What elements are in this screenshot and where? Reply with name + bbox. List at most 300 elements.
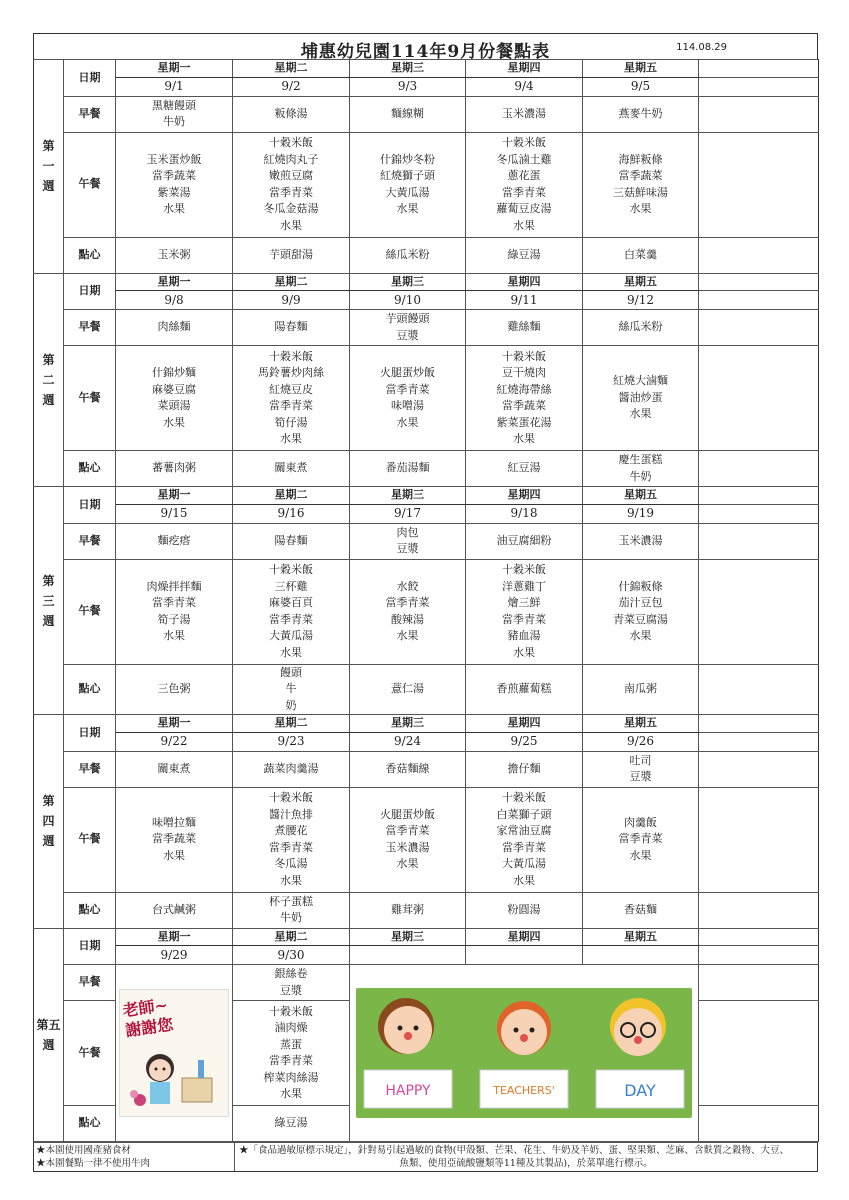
menu-item: 慶生蛋糕 — [618, 453, 663, 466]
menu-item: 水果 — [163, 848, 185, 862]
menu-item: 紅豆湯 — [507, 461, 541, 475]
menu-item: 當季青菜 — [618, 832, 663, 846]
breakfast-label: 早餐 — [64, 523, 116, 559]
menu-item: 當季青菜 — [502, 185, 546, 199]
day-name: 星期五 — [583, 60, 699, 78]
snack-cell — [233, 237, 350, 273]
week-5-date-row — [34, 946, 819, 965]
snack-cell — [583, 451, 699, 487]
day-date: 9/18 — [466, 504, 583, 523]
menu-item: 粉圓湯 — [507, 902, 541, 916]
menu-item: 玉米濃湯 — [385, 840, 430, 854]
lunch-cell — [116, 559, 233, 664]
menu-item: 薏仁湯 — [391, 682, 424, 695]
week-label-char: 第 — [42, 794, 55, 809]
menu-item: 水果 — [163, 202, 185, 215]
lunch-items — [350, 807, 465, 873]
menu-item: 銀絲卷 — [274, 967, 308, 980]
lunch-items — [350, 152, 465, 218]
lunch-cell — [466, 559, 583, 664]
teachers-day-banner — [356, 988, 692, 1118]
menu-item: 蕃薯肉粥 — [152, 461, 196, 475]
lunch-items — [466, 135, 582, 234]
day-name: 星期五 — [583, 715, 699, 733]
menu-item: 紅燒豆皮 — [269, 382, 313, 396]
menu-item: 煮腰花 — [274, 824, 308, 837]
breakfast-items — [466, 106, 582, 123]
week-2-date-row — [34, 291, 819, 310]
meal-table — [33, 59, 819, 1142]
lunch-cell — [233, 132, 350, 237]
teacher-thanks-card — [119, 989, 229, 1117]
lunch-items — [466, 349, 582, 448]
snack-items — [466, 902, 582, 919]
lunch-cell — [233, 559, 350, 664]
lunch-items — [466, 562, 582, 661]
lunch-label: 午餐 — [64, 132, 116, 237]
menu-item: 蔥花蛋 — [507, 169, 541, 182]
menu-item: 水果 — [513, 432, 535, 445]
lunch-label: 午餐 — [64, 787, 116, 892]
menu-item: 紅燒大滷麵 — [613, 374, 668, 388]
week-2-snack-row — [34, 451, 819, 487]
day-date — [466, 946, 583, 965]
lunch-items — [233, 790, 349, 889]
day-name: 星期三 — [350, 60, 466, 78]
spare-cell — [699, 237, 819, 273]
day-name: 星期二 — [233, 273, 350, 291]
breakfast-cell — [350, 751, 466, 787]
menu-item: 水果 — [513, 645, 535, 659]
menu-item: 十穀米飯 — [269, 1004, 313, 1018]
week-2-lunch-row — [34, 346, 819, 451]
snack-items — [116, 902, 232, 919]
breakfast-cell — [116, 96, 233, 132]
lunch-label: 午餐 — [64, 559, 116, 664]
menu-item: 當季青菜 — [269, 840, 313, 854]
menu-item: 冬瓜滷土雞 — [496, 152, 552, 166]
lunch-cell — [466, 346, 583, 451]
snack-items — [233, 1115, 349, 1132]
snack-cell — [116, 892, 233, 928]
breakfast-items — [583, 106, 698, 123]
breakfast-items — [583, 753, 698, 786]
menu-item: 酸辣湯 — [391, 612, 424, 626]
menu-item: 番茄湯麵 — [385, 461, 430, 475]
week-label-char: 週 — [42, 834, 55, 849]
week-1-lunch-row — [34, 132, 819, 237]
menu-item: 豆漿 — [280, 983, 302, 997]
menu-item: 水果 — [513, 218, 535, 232]
menu-item: 黑糖饅頭 — [152, 98, 196, 112]
menu-item: 當季青菜 — [269, 185, 313, 199]
lunch-cell — [350, 787, 466, 892]
card-line: 老師~ — [121, 995, 170, 1021]
breakfast-items — [116, 533, 232, 550]
menu-item: 醬汁魚排 — [269, 807, 313, 821]
week-4-lunch-row — [34, 787, 819, 892]
snack-cell — [583, 664, 699, 715]
spare-cell — [699, 1106, 819, 1142]
breakfast-cell — [116, 310, 233, 346]
lunch-cell — [583, 787, 699, 892]
menu-item: 牛奶 — [280, 911, 302, 924]
menu-item: 火腿蛋炒飯 — [380, 807, 435, 821]
menu-item: 味噌湯 — [391, 399, 424, 412]
lunch-items — [466, 790, 582, 889]
week-label-char: 週 — [42, 179, 55, 194]
menu-item: 杯子蛋糕 — [269, 894, 313, 908]
snack-items — [233, 665, 349, 715]
week-2-breakfast-row — [34, 310, 819, 346]
lunch-items — [583, 815, 698, 865]
week-label-char: 四 — [42, 814, 55, 829]
day-name: 星期二 — [233, 928, 350, 946]
lunch-items — [233, 349, 349, 448]
week-label-char: 第 — [42, 352, 55, 367]
menu-item: 當季蔬菜 — [618, 169, 663, 182]
week-1-dayname-row — [34, 60, 819, 78]
spare-cell — [699, 965, 819, 1001]
menu-item: 榨菜肉絲湯 — [263, 1070, 319, 1084]
day-name: 星期一 — [116, 273, 233, 291]
breakfast-cell — [466, 96, 583, 132]
menu-item: 紫菜蛋花湯 — [496, 415, 552, 429]
snack-cell — [466, 237, 583, 273]
menu-sheet — [33, 33, 818, 1172]
snack-items — [350, 460, 465, 477]
snack-items — [583, 902, 698, 919]
breakfast-items — [350, 311, 465, 344]
day-date — [350, 946, 466, 965]
snack-items — [233, 247, 349, 264]
menu-item: 蒸蛋 — [280, 1037, 302, 1051]
breakfast-items — [233, 761, 349, 778]
breakfast-cell — [233, 523, 350, 559]
snack-items — [466, 460, 582, 477]
day-name: 星期二 — [233, 60, 350, 78]
menu-item: 玉米蛋炒飯 — [146, 152, 202, 166]
menu-item: 當季蔬菜 — [152, 169, 196, 182]
menu-item: 陽春麵 — [274, 320, 308, 334]
menu-item: 當季青菜 — [269, 1054, 313, 1067]
menu-item: 玉米粥 — [157, 247, 191, 261]
week-label — [34, 487, 64, 715]
menu-item: 香煎蘿蔔糕 — [496, 682, 552, 695]
footer-allergen-line1: ★「食品過敏原標示規定」，針對易引起過敏的食物(甲殼類、芒果、花生、牛奶及羊奶、蛋、堅果類、芝麻、含麩質之穀物、大豆、 — [239, 1145, 789, 1156]
spare-cell — [699, 664, 819, 715]
spare-cell — [699, 504, 819, 523]
menu-item: 芋頭甜湯 — [269, 247, 313, 261]
menu-item: 水果 — [280, 432, 302, 445]
menu-item: 豆干燒肉 — [502, 366, 546, 379]
spare-cell — [699, 559, 819, 664]
breakfast-cell — [350, 96, 466, 132]
day-date: 9/4 — [466, 77, 583, 96]
day-date: 9/11 — [466, 291, 583, 310]
menu-item: 麻婆百頁 — [269, 596, 313, 609]
week-label-char: 週 — [42, 613, 55, 628]
week-label-char: 週 — [42, 392, 55, 407]
week-label — [34, 715, 64, 929]
week-label-char: 第 — [42, 139, 55, 154]
footer-notes — [33, 1142, 818, 1172]
day-name: 星期四 — [466, 928, 583, 946]
spare-cell — [699, 928, 819, 946]
week-3-dayname-row — [34, 487, 819, 505]
menu-item: 十穀米飯 — [269, 349, 313, 363]
snack-cell — [233, 892, 350, 928]
snack-label: 點心 — [64, 237, 116, 273]
menu-item: 水果 — [280, 873, 302, 887]
breakfast-items — [116, 319, 232, 336]
menu-item: 十穀米飯 — [269, 563, 313, 576]
breakfast-items — [350, 106, 465, 123]
day-date: 9/12 — [583, 291, 699, 310]
week-label-char: 週 — [42, 1037, 55, 1052]
snack-items — [583, 681, 698, 698]
date-label: 日期 — [64, 60, 116, 97]
lunch-cell — [233, 1001, 350, 1106]
snack-cell — [350, 664, 466, 715]
day-name: 星期三 — [350, 487, 466, 505]
breakfast-cell — [583, 310, 699, 346]
lunch-items — [116, 579, 232, 645]
date-label: 日期 — [64, 715, 116, 752]
footer-note-pork: ★本園使用國產豬食材 — [36, 1145, 132, 1156]
snack-cell — [233, 664, 350, 715]
lunch-cell — [116, 132, 233, 237]
week-3-breakfast-row — [34, 523, 819, 559]
lunch-items — [116, 152, 232, 218]
menu-item: 冬瓜湯 — [274, 857, 308, 870]
spare-cell — [699, 892, 819, 928]
breakfast-cell — [583, 751, 699, 787]
spare-cell — [699, 1001, 819, 1106]
day-name: 星期一 — [116, 715, 233, 733]
date-label: 日期 — [64, 487, 116, 524]
menu-item: 台式鹹粥 — [152, 902, 196, 916]
breakfast-cell — [466, 310, 583, 346]
menu-item: 當季青菜 — [502, 840, 546, 854]
breakfast-cell — [466, 523, 583, 559]
breakfast-items — [466, 761, 582, 778]
breakfast-cell — [233, 310, 350, 346]
day-date: 9/19 — [583, 504, 699, 523]
breakfast-cell — [350, 310, 466, 346]
menu-item: 肉絲麵 — [157, 320, 191, 334]
lunch-items — [583, 373, 698, 423]
menu-item: 當季蔬菜 — [152, 832, 196, 846]
snack-items — [466, 681, 582, 698]
menu-item: 粄條湯 — [274, 106, 308, 120]
menu-item: 水果 — [280, 1087, 302, 1100]
lunch-items — [116, 815, 232, 865]
menu-item: 吐司 — [629, 753, 652, 767]
snack-cell — [583, 237, 699, 273]
day-date: 9/1 — [116, 77, 233, 96]
lunch-cell — [583, 346, 699, 451]
spare-cell — [699, 77, 819, 96]
breakfast-items — [116, 761, 232, 778]
menu-item: 冬瓜金菇湯 — [263, 202, 319, 215]
menu-item: 筍仔湯 — [274, 415, 308, 429]
week-5-dayname-row — [34, 928, 819, 946]
day-name: 星期四 — [466, 273, 583, 291]
week-label-char: 二 — [42, 372, 55, 387]
menu-item: 當季青菜 — [152, 596, 196, 609]
card-line: 謝謝您 — [124, 1014, 175, 1041]
footer-left — [34, 1143, 235, 1171]
menu-item: 三杯雞 — [274, 579, 308, 593]
spare-cell — [699, 346, 819, 451]
breakfast-items — [350, 761, 465, 778]
snack-cell — [350, 237, 466, 273]
menu-item: 味噌拉麵 — [152, 815, 196, 829]
lunch-items — [233, 562, 349, 661]
menu-item: 茄汁豆包 — [618, 596, 663, 609]
day-date: 9/2 — [233, 77, 350, 96]
menu-item: 水果 — [280, 645, 302, 659]
week-label-char: 第 — [42, 573, 55, 588]
lunch-cell — [350, 346, 466, 451]
menu-item: 白菜羹 — [624, 247, 657, 261]
menu-item: 奶 — [285, 698, 297, 712]
footer-allergen-line2: 魚類、使用亞硫酸鹽類等11種及其製品)，於菜單進行標示。 — [399, 1158, 653, 1169]
snack-cell — [116, 237, 233, 273]
snack-items — [466, 247, 582, 264]
menu-item: 菜頭湯 — [157, 399, 191, 412]
menu-item: 三色粥 — [157, 682, 191, 695]
day-name: 星期二 — [233, 487, 350, 505]
menu-item: 水餃 — [396, 579, 419, 593]
menu-item: 麵疙瘩 — [157, 533, 191, 547]
snack-items — [233, 894, 349, 927]
menu-item: 燴三鮮 — [507, 596, 541, 609]
date-label: 日期 — [64, 273, 116, 310]
snack-cell — [350, 892, 466, 928]
footer-note-beef: ★本園餐點一律不使用牛肉 — [36, 1158, 151, 1169]
spare-cell — [699, 291, 819, 310]
spare-cell — [699, 96, 819, 132]
snack-cell — [233, 1106, 350, 1142]
snack-cell — [350, 451, 466, 487]
menu-item: 大黃瓜湯 — [502, 857, 546, 870]
menu-item: 油豆腐細粉 — [496, 533, 552, 547]
day-name: 星期五 — [583, 487, 699, 505]
footer-right — [235, 1143, 817, 1171]
breakfast-label: 早餐 — [64, 751, 116, 787]
menu-item: 雞絲麵 — [507, 320, 541, 334]
menu-item: 陽春麵 — [274, 533, 308, 547]
day-name: 星期五 — [583, 928, 699, 946]
menu-item: 豆漿 — [629, 770, 652, 783]
day-date: 9/30 — [233, 946, 350, 965]
breakfast-label: 早餐 — [64, 965, 116, 1001]
week-3-snack-row — [34, 664, 819, 715]
menu-item: 十穀米飯 — [269, 791, 313, 804]
teachers-day-banner-cell — [350, 965, 699, 1142]
day-name: 星期四 — [466, 60, 583, 78]
spare-cell — [699, 787, 819, 892]
lunch-label: 午餐 — [64, 1001, 116, 1106]
breakfast-cell — [583, 96, 699, 132]
menu-item: 十穀米飯 — [502, 791, 546, 804]
menu-item: 火腿蛋炒飯 — [380, 366, 435, 379]
breakfast-items — [233, 533, 349, 550]
menu-item: 十穀米飯 — [502, 136, 546, 149]
week-label-char: 一 — [42, 159, 55, 174]
lunch-items — [583, 579, 698, 645]
snack-cell — [233, 451, 350, 487]
snack-cell — [116, 451, 233, 487]
lunch-cell — [466, 787, 583, 892]
spare-cell — [699, 523, 819, 559]
issue-date: 114.08.29 — [676, 42, 727, 53]
day-date — [583, 946, 699, 965]
menu-item: 水果 — [629, 407, 652, 421]
snack-items — [116, 460, 232, 477]
menu-item: 海鮮粄條 — [618, 152, 663, 166]
kids-holding-signs-icon — [356, 988, 692, 1118]
day-name: 星期一 — [116, 928, 233, 946]
menu-item: 香菇麵線 — [385, 761, 430, 775]
lunch-cell — [233, 787, 350, 892]
snack-items — [350, 681, 465, 698]
snack-cell — [466, 664, 583, 715]
menu-item: 麻婆豆腐 — [152, 382, 196, 396]
card-text — [121, 995, 174, 1041]
menu-item: 肉羹飯 — [624, 815, 657, 829]
breakfast-label: 早餐 — [64, 96, 116, 132]
menu-item: 玉米濃湯 — [618, 533, 663, 547]
spare-cell — [699, 310, 819, 346]
lunch-items — [233, 1004, 349, 1103]
day-date: 9/16 — [233, 504, 350, 523]
menu-item: 絲瓜米粉 — [618, 320, 663, 334]
breakfast-cell — [233, 96, 350, 132]
week-1-date-row — [34, 77, 819, 96]
lunch-cell — [350, 559, 466, 664]
snack-cell — [466, 892, 583, 928]
week-label — [34, 273, 64, 487]
menu-item: 洋蔥雞丁 — [502, 579, 546, 593]
day-date: 9/10 — [350, 291, 466, 310]
snack-items — [350, 902, 465, 919]
spare-cell — [699, 273, 819, 291]
menu-item: 雞茸粥 — [391, 902, 424, 916]
menu-item: 當季青菜 — [502, 612, 546, 626]
day-name: 星期三 — [350, 273, 466, 291]
breakfast-items — [116, 98, 232, 131]
spare-cell — [699, 451, 819, 487]
menu-item: 水果 — [163, 629, 185, 642]
lunch-cell — [116, 346, 233, 451]
day-name: 星期四 — [466, 487, 583, 505]
week-label-char: 三 — [42, 593, 55, 608]
menu-item: 十穀米飯 — [269, 136, 313, 149]
menu-item: 麵線糊 — [391, 106, 424, 120]
breakfast-items — [350, 525, 465, 558]
menu-item: 家常油豆腐 — [496, 824, 552, 837]
day-name: 星期五 — [583, 273, 699, 291]
lunch-label: 午餐 — [64, 346, 116, 451]
menu-item: 筍子湯 — [157, 612, 191, 626]
menu-item: 滷肉燥 — [274, 1021, 308, 1034]
menu-item: 燕麥牛奶 — [618, 106, 663, 120]
breakfast-items — [583, 319, 698, 336]
breakfast-items — [466, 319, 582, 336]
